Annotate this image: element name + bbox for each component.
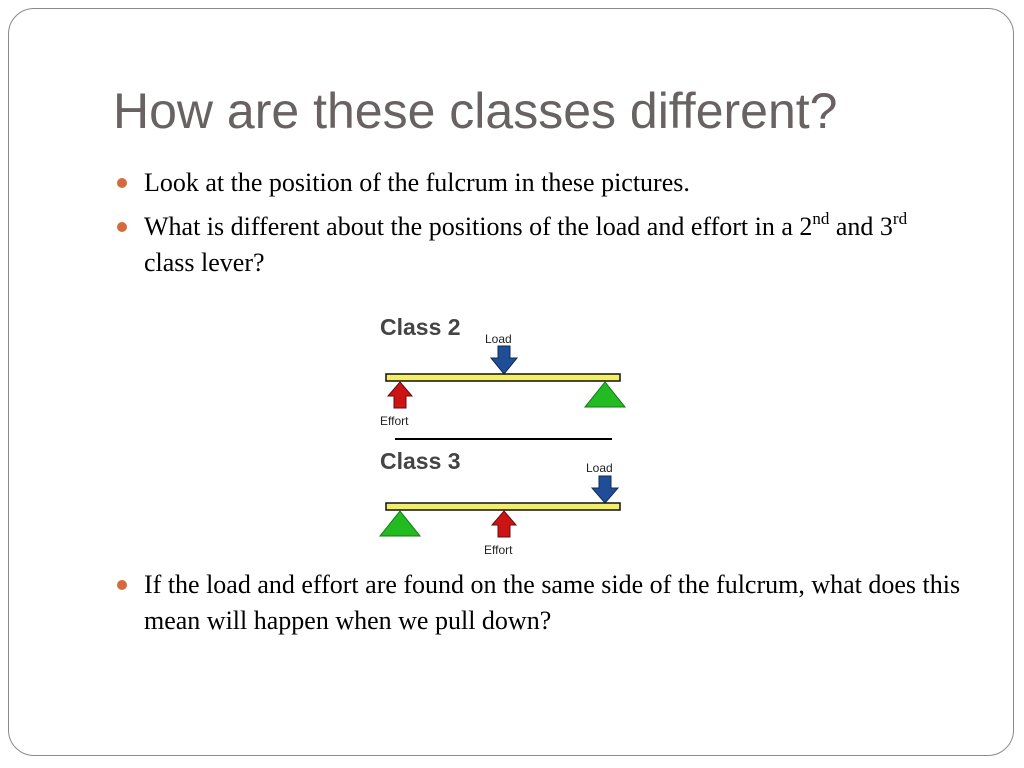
class3-fulcrum-icon [380, 511, 420, 536]
bullet-text: Look at the position of the fulcrum in these pictures. [144, 168, 690, 197]
class2-load-label: Load [485, 332, 512, 346]
class2-heading: Class 2 [380, 314, 461, 340]
class3-load-arrow-icon [592, 476, 618, 503]
bullet-dot-icon [117, 222, 127, 232]
bullet-text: If the load and effort are found on the same side of the fulcrum, what does this mean will happen when we pull down? [144, 570, 961, 635]
bullet-list-top [113, 165, 963, 289]
ordinal-suffix: nd [812, 209, 830, 228]
class2-effort-label: Effort [380, 414, 409, 428]
class3-heading: Class 3 [380, 448, 461, 474]
lever-classes-figure [376, 310, 628, 562]
class2-load-arrow-icon [491, 346, 517, 374]
bullet-item [113, 165, 963, 201]
bullet-item [113, 567, 963, 639]
bullet-text [144, 209, 908, 277]
class2-effort-arrow-icon [388, 382, 412, 408]
class2-fulcrum-icon [585, 382, 625, 407]
class3-load-label: Load [586, 461, 613, 475]
class3-beam [386, 503, 620, 510]
slide-title: How are these classes different? [113, 83, 838, 139]
bullet-dot-icon [117, 178, 127, 188]
bullet-text-part: What is different about the positions of the load and effort in a 2 [144, 212, 813, 241]
class3-effort-label: Effort [484, 543, 513, 557]
bullet-dot-icon [117, 580, 127, 590]
bullet-item [113, 209, 963, 281]
bullet-list-bottom [113, 567, 963, 647]
class2-beam [386, 374, 620, 381]
bullet-text-part: class lever? [144, 248, 265, 277]
bullet-text-part: and 3 [829, 212, 893, 241]
ordinal-suffix: rd [892, 209, 908, 228]
class3-effort-arrow-icon [492, 511, 516, 537]
